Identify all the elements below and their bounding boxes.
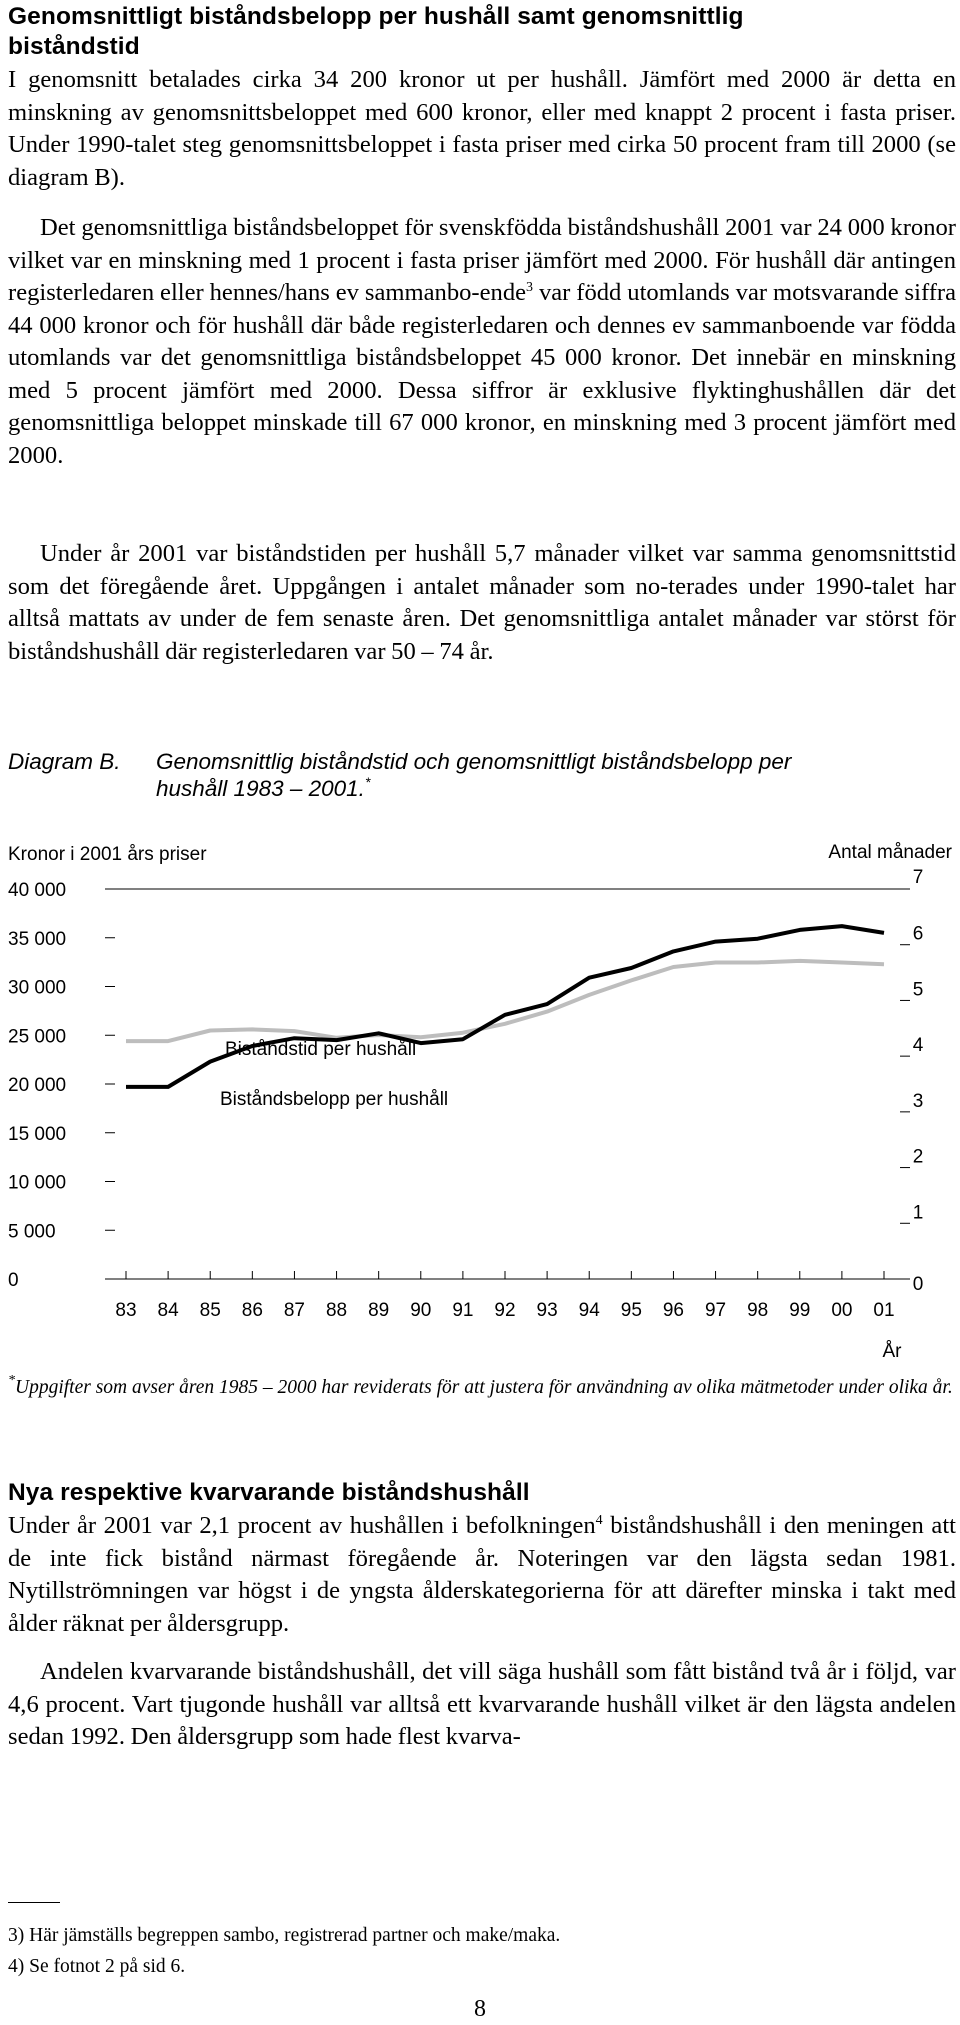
diagram-title-line2: hushåll 1983 – 2001. [156, 776, 365, 801]
diagram-label: Diagram B. [8, 749, 121, 774]
y-tick-label-left: 10 000 [8, 1172, 67, 1194]
series-line [126, 926, 884, 1087]
footnote-ref: 3 [526, 280, 534, 295]
paragraph-text: Andelen kvarvarande biståndshushåll, det vill säga hushåll som fått bistånd två år i följd, var 4,6 procent. Vart tjugonde hushåll var alltså ett kvarvarande hushåll vilket är den lägsta andelen sedan 1992. Den åldersgrupp som hade flest kvarva- [8, 1658, 956, 1750]
x-tick-label: 97 [704, 1300, 727, 1321]
section-heading-text: Nya respektive kvarvarande biståndshushåll [8, 1479, 530, 1506]
paragraph-text: var född utomlands var motsvarande siffra 44 000 kronor och för hushåll där både registerledaren och dennes ev sammanboende var födda utomlands var det genomsnittliga biståndsbeloppet 45 000 kronor. Det innebär en minskning med 5 procent jämfört med 2000. Dessa siffror är exklusive flyktinghushållen där det genomsnittliga beloppet minskade till 67 000 kronor, en minskning med 3 procent jämfört med 2000. [8, 279, 956, 469]
series-label: Biståndstid per hushåll [225, 1039, 417, 1060]
x-tick-label: 00 [831, 1300, 853, 1321]
y-tick-label-left: 35 000 [8, 928, 67, 950]
paragraph [8, 1656, 956, 1754]
x-tick-label: 88 [325, 1300, 348, 1321]
y-tick-label-right: 3 [912, 1090, 924, 1112]
x-axis-label: År [882, 1341, 902, 1360]
paragraph-text: Det genomsnittliga biståndsbeloppet för svenskfödda biståndshushåll 2001 var 24 000 kronor vilket var en minskning med 1 procent i fasta priser jämfört med 2000. För hushåll där antingen registerledaren eller hennes/hans ev sammanbo-ende [8, 214, 956, 306]
footnote-3: 3) Här jämställs begreppen sambo, registrerad partner och make/maka. [8, 1925, 561, 1946]
x-tick-label: 96 [662, 1300, 685, 1321]
x-tick-label: 86 [241, 1300, 263, 1321]
y-tick-label-right: 2 [912, 1146, 924, 1168]
x-tick-label: 84 [157, 1300, 179, 1321]
x-tick-label: 98 [747, 1300, 769, 1321]
x-tick-label: 93 [536, 1300, 558, 1321]
paragraph [8, 1510, 956, 1640]
y-tick-label-left: 0 [8, 1270, 19, 1291]
line-chart [0, 830, 960, 1360]
y-tick-label-right: 6 [912, 923, 924, 945]
section-heading [8, 2, 744, 62]
y-tick-label-left: 15 000 [8, 1123, 67, 1145]
x-tick-label: 83 [115, 1300, 137, 1321]
paragraph-text: Under år 2001 var biståndstiden per hushåll 5,7 månader vilket var samma genomsnittstid som det föregående året. Uppgången i antalet månader som no-terades under 1990-talet har alltså mattats av under de fem senaste åren. Det genomsnittliga antalet månader var störst för biståndshushåll där registerledaren var 50 – 74 år. [8, 540, 956, 665]
diagram-title-mark: * [364, 774, 371, 790]
series-line [126, 961, 884, 1041]
footnotes [8, 1920, 956, 1982]
paragraph [8, 538, 956, 668]
diagram-title-line1: Genomsnittlig biståndstid och genomsnittligt biståndsbelopp per [156, 749, 792, 774]
paragraph-text: biståndshushåll i den meningen att de inte fick bistånd närmast föregående år. Noteringen var den lägsta sedan 1981. Nytillströmningen var högst i de yngsta ålderskategorierna för att därefter minska i takt med ålder räknat per åldersgrupp. [8, 1512, 956, 1637]
x-tick-label: 85 [199, 1300, 221, 1321]
y-tick-label-right: 5 [912, 979, 924, 1001]
footnote-divider [8, 1902, 60, 1903]
paragraph [8, 64, 956, 194]
y-tick-label-right: 7 [912, 867, 924, 888]
y-tick-label-left: 5 000 [8, 1221, 56, 1243]
footnote-ref: 4 [595, 1513, 603, 1528]
x-tick-label: 94 [578, 1300, 600, 1321]
x-tick-label: 01 [873, 1300, 895, 1321]
y-tick-label-left: 20 000 [8, 1075, 67, 1096]
paragraph [8, 212, 956, 472]
y-tick-label-left: 40 000 [8, 880, 67, 901]
section-heading-line2: biståndstid [8, 33, 140, 60]
y-tick-label-right: 0 [912, 1274, 924, 1295]
diagram-caption [8, 748, 956, 802]
x-tick-label: 92 [494, 1300, 516, 1321]
y-axis-right-label: Antal månader [828, 842, 952, 863]
page-number: 8 [474, 1996, 486, 2022]
series-label: Biståndsbelopp per hushåll [220, 1089, 449, 1110]
y-tick-label-left: 25 000 [8, 1026, 67, 1048]
footnote-mark: * [8, 1373, 15, 1388]
y-axis-left-label: Kronor i 2001 års priser [8, 844, 207, 865]
paragraph-text: I genomsnitt betalades cirka 34 200 kronor ut per hushåll. Jämfört med 2000 är detta en minskning av genomsnittsbeloppet med 600 kronor, eller med knappt 2 procent i fasta priser. Under 1990-talet steg genomsnittsbeloppet i fasta priser med cirka 50 procent fram till 2000 (se diagram B). [8, 66, 956, 191]
footnote-4: 4) Se fotnot 2 på sid 6. [8, 1956, 186, 1977]
x-tick-label: 91 [452, 1300, 474, 1321]
x-tick-label: 99 [789, 1300, 811, 1321]
section-heading-line1: Genomsnittligt biståndsbelopp per hushåll samt genomsnittlig [8, 3, 744, 30]
x-tick-label: 95 [620, 1300, 642, 1321]
y-tick-label-right: 4 [912, 1035, 924, 1057]
x-tick-label: 87 [283, 1300, 306, 1321]
diagram-footnote-text: Uppgifter som avser åren 1985 – 2000 har reviderats för att justera för användning av olika mätmetoder under olika år. [15, 1377, 953, 1398]
y-tick-label-left: 30 000 [8, 977, 67, 999]
y-tick-label-right: 1 [912, 1202, 924, 1224]
section-heading [8, 1478, 530, 1508]
x-tick-label: 89 [368, 1300, 390, 1321]
x-tick-label: 90 [410, 1300, 432, 1321]
diagram-footnote [8, 1373, 956, 1403]
paragraph-text: Under år 2001 var 2,1 procent av hushållen i befolkningen [8, 1512, 596, 1539]
